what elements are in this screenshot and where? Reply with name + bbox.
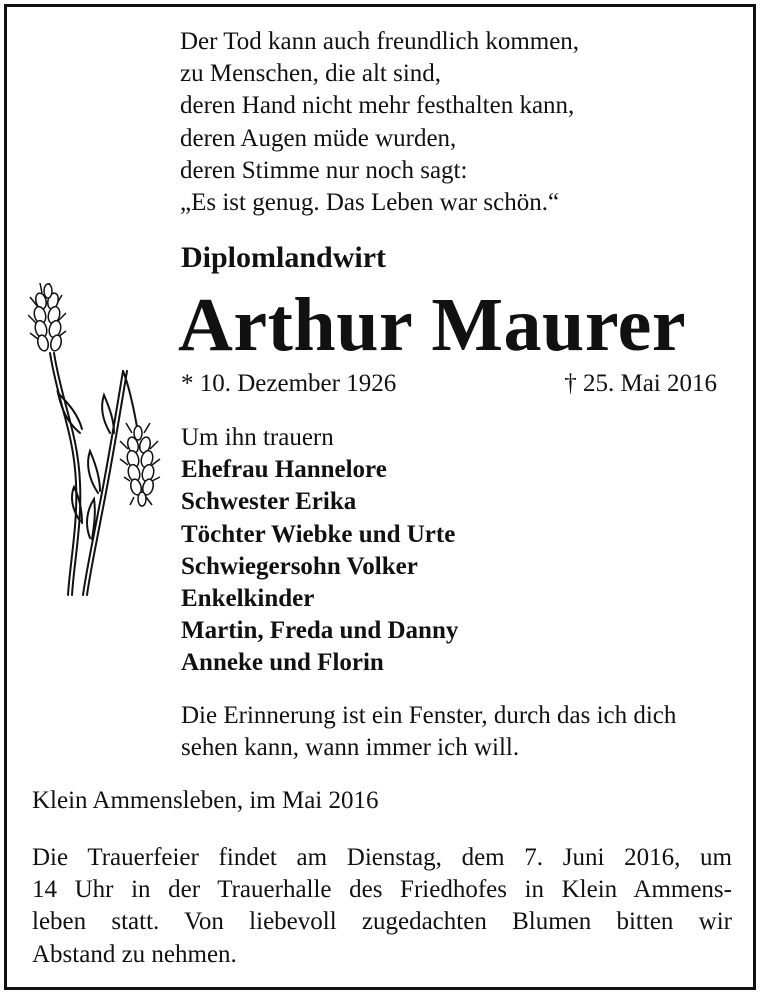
mourners-list	[181, 422, 458, 680]
poem-line: deren Hand nicht mehr festhalten kann,	[180, 92, 575, 120]
mourners-intro: Um ihn trauern	[181, 424, 334, 451]
mourner-entry: Schwester Erika	[181, 488, 357, 516]
funeral-line: Abstand zu nehmen.	[32, 940, 237, 968]
poem-line: deren Augen müde wurden,	[180, 124, 457, 152]
memorial-quote	[181, 700, 741, 764]
funeral-notice	[32, 842, 732, 971]
wheat-ears-icon	[28, 283, 168, 603]
funeral-line: leben statt. Von liebevoll zugedachten Blumen bitten wir	[32, 908, 732, 936]
mourner-entry: Schwiegersohn Volker	[181, 552, 418, 580]
poem-line: Der Tod kann auch freundlich kommen,	[180, 28, 580, 55]
mourner-entry: Ehefrau Hannelore	[181, 456, 387, 484]
birth-date: * 10. Dezember 1926	[181, 370, 397, 397]
poem-line: zu Menschen, die alt sind,	[180, 60, 442, 88]
quote-line: Die Erinnerung ist ein Fenster, durch das ich dich	[181, 702, 677, 729]
poem-line: deren Stimme nur noch sagt:	[180, 156, 468, 184]
funeral-line: 14 Uhr in der Trauerhalle des Friedhofes in Klein Ammens-	[32, 876, 732, 904]
death-date: † 25. Mai 2016	[564, 370, 717, 397]
place-and-date: Klein Ammensleben, im Mai 2016	[32, 787, 379, 814]
poem	[180, 26, 579, 219]
deceased-name: Arthur Maurer	[178, 283, 687, 367]
profession-title: Diplomlandwirt	[181, 241, 387, 274]
funeral-line: Die Trauerfeier findet am Dienstag, dem 7. Juni 2016, um	[32, 844, 732, 871]
poem-line: „Es ist genug. Das Leben war schön.“	[180, 189, 560, 217]
mourner-entry: Töchter Wiebke und Urte	[181, 520, 456, 548]
mourner-entry: Martin, Freda und Danny	[181, 617, 459, 645]
mourner-entry: Anneke und Florin	[181, 649, 384, 677]
mourner-entry: Enkelkinder	[181, 585, 315, 613]
quote-line: sehen kann, wann immer ich will.	[181, 734, 520, 761]
